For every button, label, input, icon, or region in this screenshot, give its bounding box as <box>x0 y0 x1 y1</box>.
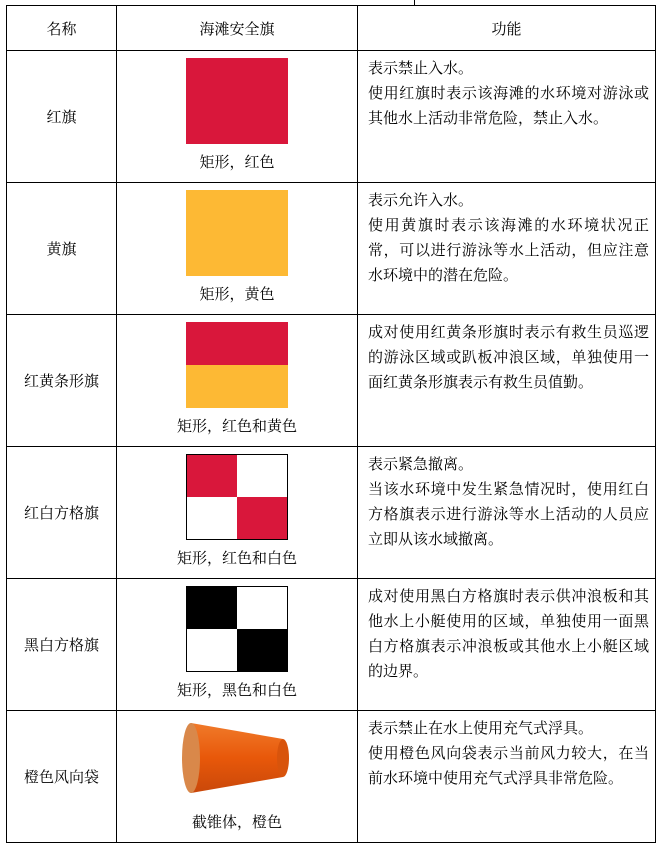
flag-name: 黄旗 <box>7 183 117 315</box>
function-line: 使用红旗时表示该海滩的水环境对游泳或其他水上活动非常危险，禁止入水。 <box>368 84 649 127</box>
table-row <box>7 711 656 843</box>
function-line: 表示允许入水。 <box>368 191 474 209</box>
function-line: 成对使用黑白方格旗时表示供冲浪板和其他水上小艇使用的区域，单独使用一面黑白方格旗表示冲浪板或其他水上小艇区域的边界。 <box>368 587 649 680</box>
flag-name: 黑白方格旗 <box>7 579 117 711</box>
red-flag-icon <box>186 58 288 144</box>
table-header-row <box>7 6 656 51</box>
table-row <box>7 447 656 579</box>
red-yellow-striped-flag-icon <box>186 322 288 408</box>
flag-cell <box>117 51 358 183</box>
table-row <box>7 183 656 315</box>
function-line: 成对使用红黄条形旗时表示有救生员巡逻的游泳区域或趴板冲浪区域，单独使用一面红黄条形旗表示有救生员值勤。 <box>368 323 649 391</box>
function-line: 使用黄旗时表示该海滩的水环境状况正常，可以进行游泳等水上活动，但应注意水环境中的潜在危险。 <box>368 216 649 284</box>
flag-shape-label: 矩形，红色和白色 <box>176 549 297 567</box>
function-line: 表示禁止在水上使用充气式浮具。 <box>368 719 594 737</box>
table-row <box>7 51 656 183</box>
header-flag: 海滩安全旗 <box>117 6 358 51</box>
header-function: 功能 <box>358 6 656 51</box>
function-line: 表示紧急撤离。 <box>368 455 474 473</box>
function-line: 当该水环境中发生紧急情况时，使用红白方格旗表示进行游泳等水上活动的人员应立即从该水域撤离。 <box>368 480 649 548</box>
table-row <box>7 579 656 711</box>
flag-name: 红旗 <box>7 51 117 183</box>
flag-cell <box>117 315 358 447</box>
beach-flag-table <box>6 5 656 843</box>
flag-shape-label: 矩形，红色和黄色 <box>176 417 297 435</box>
flag-function <box>358 447 656 579</box>
header-name: 名称 <box>7 6 117 51</box>
flag-function <box>358 315 656 447</box>
flag-cell <box>117 447 358 579</box>
flag-function <box>358 51 656 183</box>
red-white-checkered-flag-icon <box>186 454 288 540</box>
flag-cell <box>117 711 358 843</box>
flag-function <box>358 183 656 315</box>
flag-shape-label: 截锥体，橙色 <box>191 813 282 831</box>
yellow-flag-icon <box>186 190 288 276</box>
flag-shape-label: 矩形，红色 <box>199 153 275 171</box>
flag-name: 红黄条形旗 <box>7 315 117 447</box>
flag-function <box>358 711 656 843</box>
flag-name: 橙色风向袋 <box>7 711 117 843</box>
flag-name: 红白方格旗 <box>7 447 117 579</box>
flag-cell <box>117 183 358 315</box>
table-row <box>7 315 656 447</box>
flag-shape-label: 矩形，黄色 <box>199 285 275 303</box>
flag-cell <box>117 579 358 711</box>
flag-shape-label: 矩形，黑色和白色 <box>176 681 297 699</box>
function-line: 表示禁止入水。 <box>368 59 474 77</box>
flag-function <box>358 579 656 711</box>
black-white-checkered-flag-icon <box>186 586 288 672</box>
orange-windsock-icon <box>179 719 299 797</box>
function-line: 使用橙色风向袋表示当前风力较大，在当前水环境中使用充气式浮具非常危险。 <box>368 744 649 787</box>
